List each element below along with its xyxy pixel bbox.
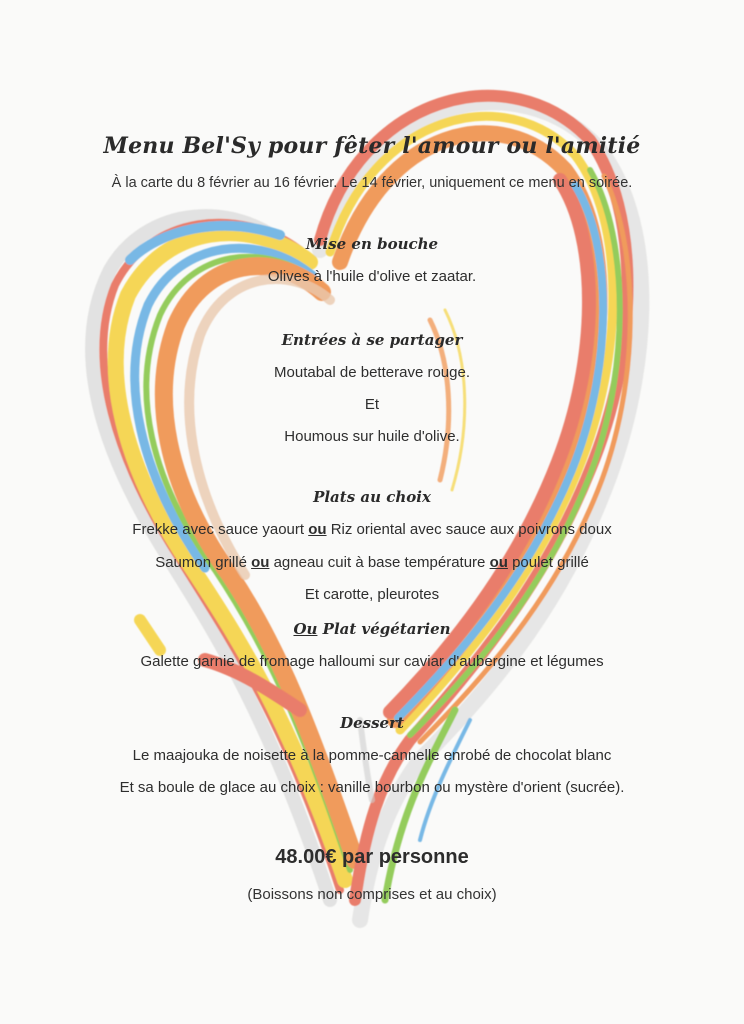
price: 48.00€ par personne <box>275 846 469 868</box>
menu-item: Moutabal de betterave rouge. <box>274 364 470 381</box>
menu-item: Et sa boule de glace au choix : vanille bourbon ou mystère d'orient (sucrée). <box>119 779 625 796</box>
menu-subtitle: À la carte du 8 février au 16 février. Le 14 février, uniquement ce menu en soirée. <box>111 175 633 191</box>
menu-item: Olives à l'huile d'olive et zaatar. <box>267 268 477 285</box>
section-heading-plats: Plats au choix <box>313 488 431 506</box>
section-heading-entrees: Entrées à se partager <box>281 331 463 349</box>
menu-item: Galette garnie de fromage halloumi sur caviar d'aubergine et légumes <box>140 653 604 670</box>
plat-option-text: Frekke avec sauce yaourt <box>132 521 309 538</box>
menu-item-plats-line-1 <box>0 521 744 538</box>
or-connector: ou <box>489 554 508 571</box>
plat-option-text: Riz oriental avec sauce aux poivrons doux <box>326 521 612 538</box>
plat-option-text: agneau cuit à base température <box>269 554 490 571</box>
or-connector: ou <box>251 554 270 571</box>
plat-option-text: poulet grillé <box>507 554 589 571</box>
section-heading-dessert: Dessert <box>340 714 404 732</box>
menu-title: Menu Bel'Sy pour fêter l'amour ou l'amitié <box>103 133 641 159</box>
menu-item-plats-line-2 <box>0 554 744 571</box>
heading-text: Plat végétarien <box>317 620 451 638</box>
menu-item-connector: Et <box>364 396 380 413</box>
menu-item: Houmous sur huile d'olive. <box>284 428 460 445</box>
menu-item: Le maajouka de noisette à la pomme-cannelle enrobé de chocolat blanc <box>132 747 612 764</box>
plat-option-text: Saumon grillé <box>155 554 252 571</box>
menu-item: Et carotte, pleurotes <box>304 586 440 603</box>
or-connector: ou <box>308 521 327 538</box>
section-heading-mise-en-bouche: Mise en bouche <box>305 235 439 253</box>
drinks-note: (Boissons non comprises et au choix) <box>247 886 497 903</box>
section-heading-vegetarien <box>0 620 744 638</box>
or-connector: Ou <box>293 620 318 638</box>
